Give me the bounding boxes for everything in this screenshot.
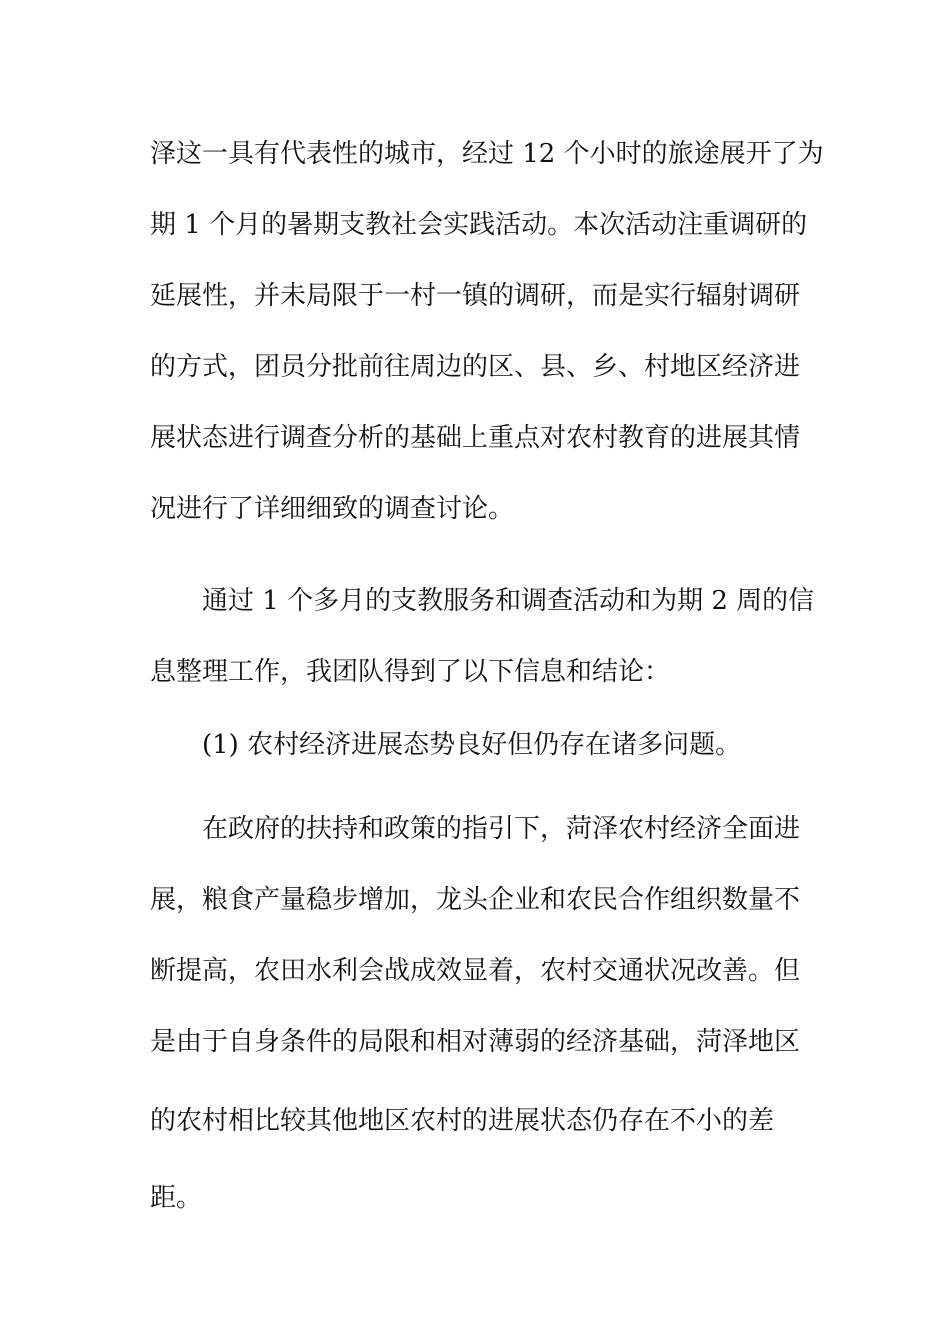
list-item-heading: (1) 农村经济进展态势良好但仍存在诸多问题。 — [202, 730, 742, 760]
paragraph-line: 况进行了详细细致的调查讨论。 — [150, 494, 515, 524]
paragraph-line: 展状态进行调查分析的基础上重点对农村教育的进展其情 — [150, 423, 801, 453]
paragraph-line: 的方式，团员分批前往周边的区、县、乡、村地区经济进 — [150, 352, 801, 382]
paragraph-line: 期 1 个月的暑期支教社会实践活动。本次活动注重调研的 — [150, 210, 808, 240]
paragraph-line: 延展性，并未局限于一村一镇的调研，而是实行辐射调研 — [150, 281, 801, 311]
paragraph-line: 展，粮食产量稳步增加，龙头企业和农民合作组织数量不 — [150, 885, 801, 915]
paragraph-line: 通过 1 个多月的支教服务和调查活动和为期 2 周的信 — [202, 586, 815, 616]
paragraph-line: 距。 — [150, 1183, 203, 1213]
paragraph-line: 息整理工作，我团队得到了以下信息和结论： — [150, 657, 671, 687]
paragraph-line: 的农村相比较其他地区农村的进展状态仍存在不小的差 — [150, 1106, 775, 1136]
paragraph-line: 在政府的扶持和政策的指引下，菏泽农村经济全面进 — [202, 814, 801, 844]
paragraph-line: 是由于自身条件的局限和相对薄弱的经济基础，菏泽地区 — [150, 1027, 801, 1057]
paragraph-line: 断提高，农田水利会战成效显着，农村交通状况改善。但 — [150, 956, 801, 986]
paragraph-line: 泽这一具有代表性的城市，经过 12 个小时的旅途展开了为 — [150, 139, 824, 169]
